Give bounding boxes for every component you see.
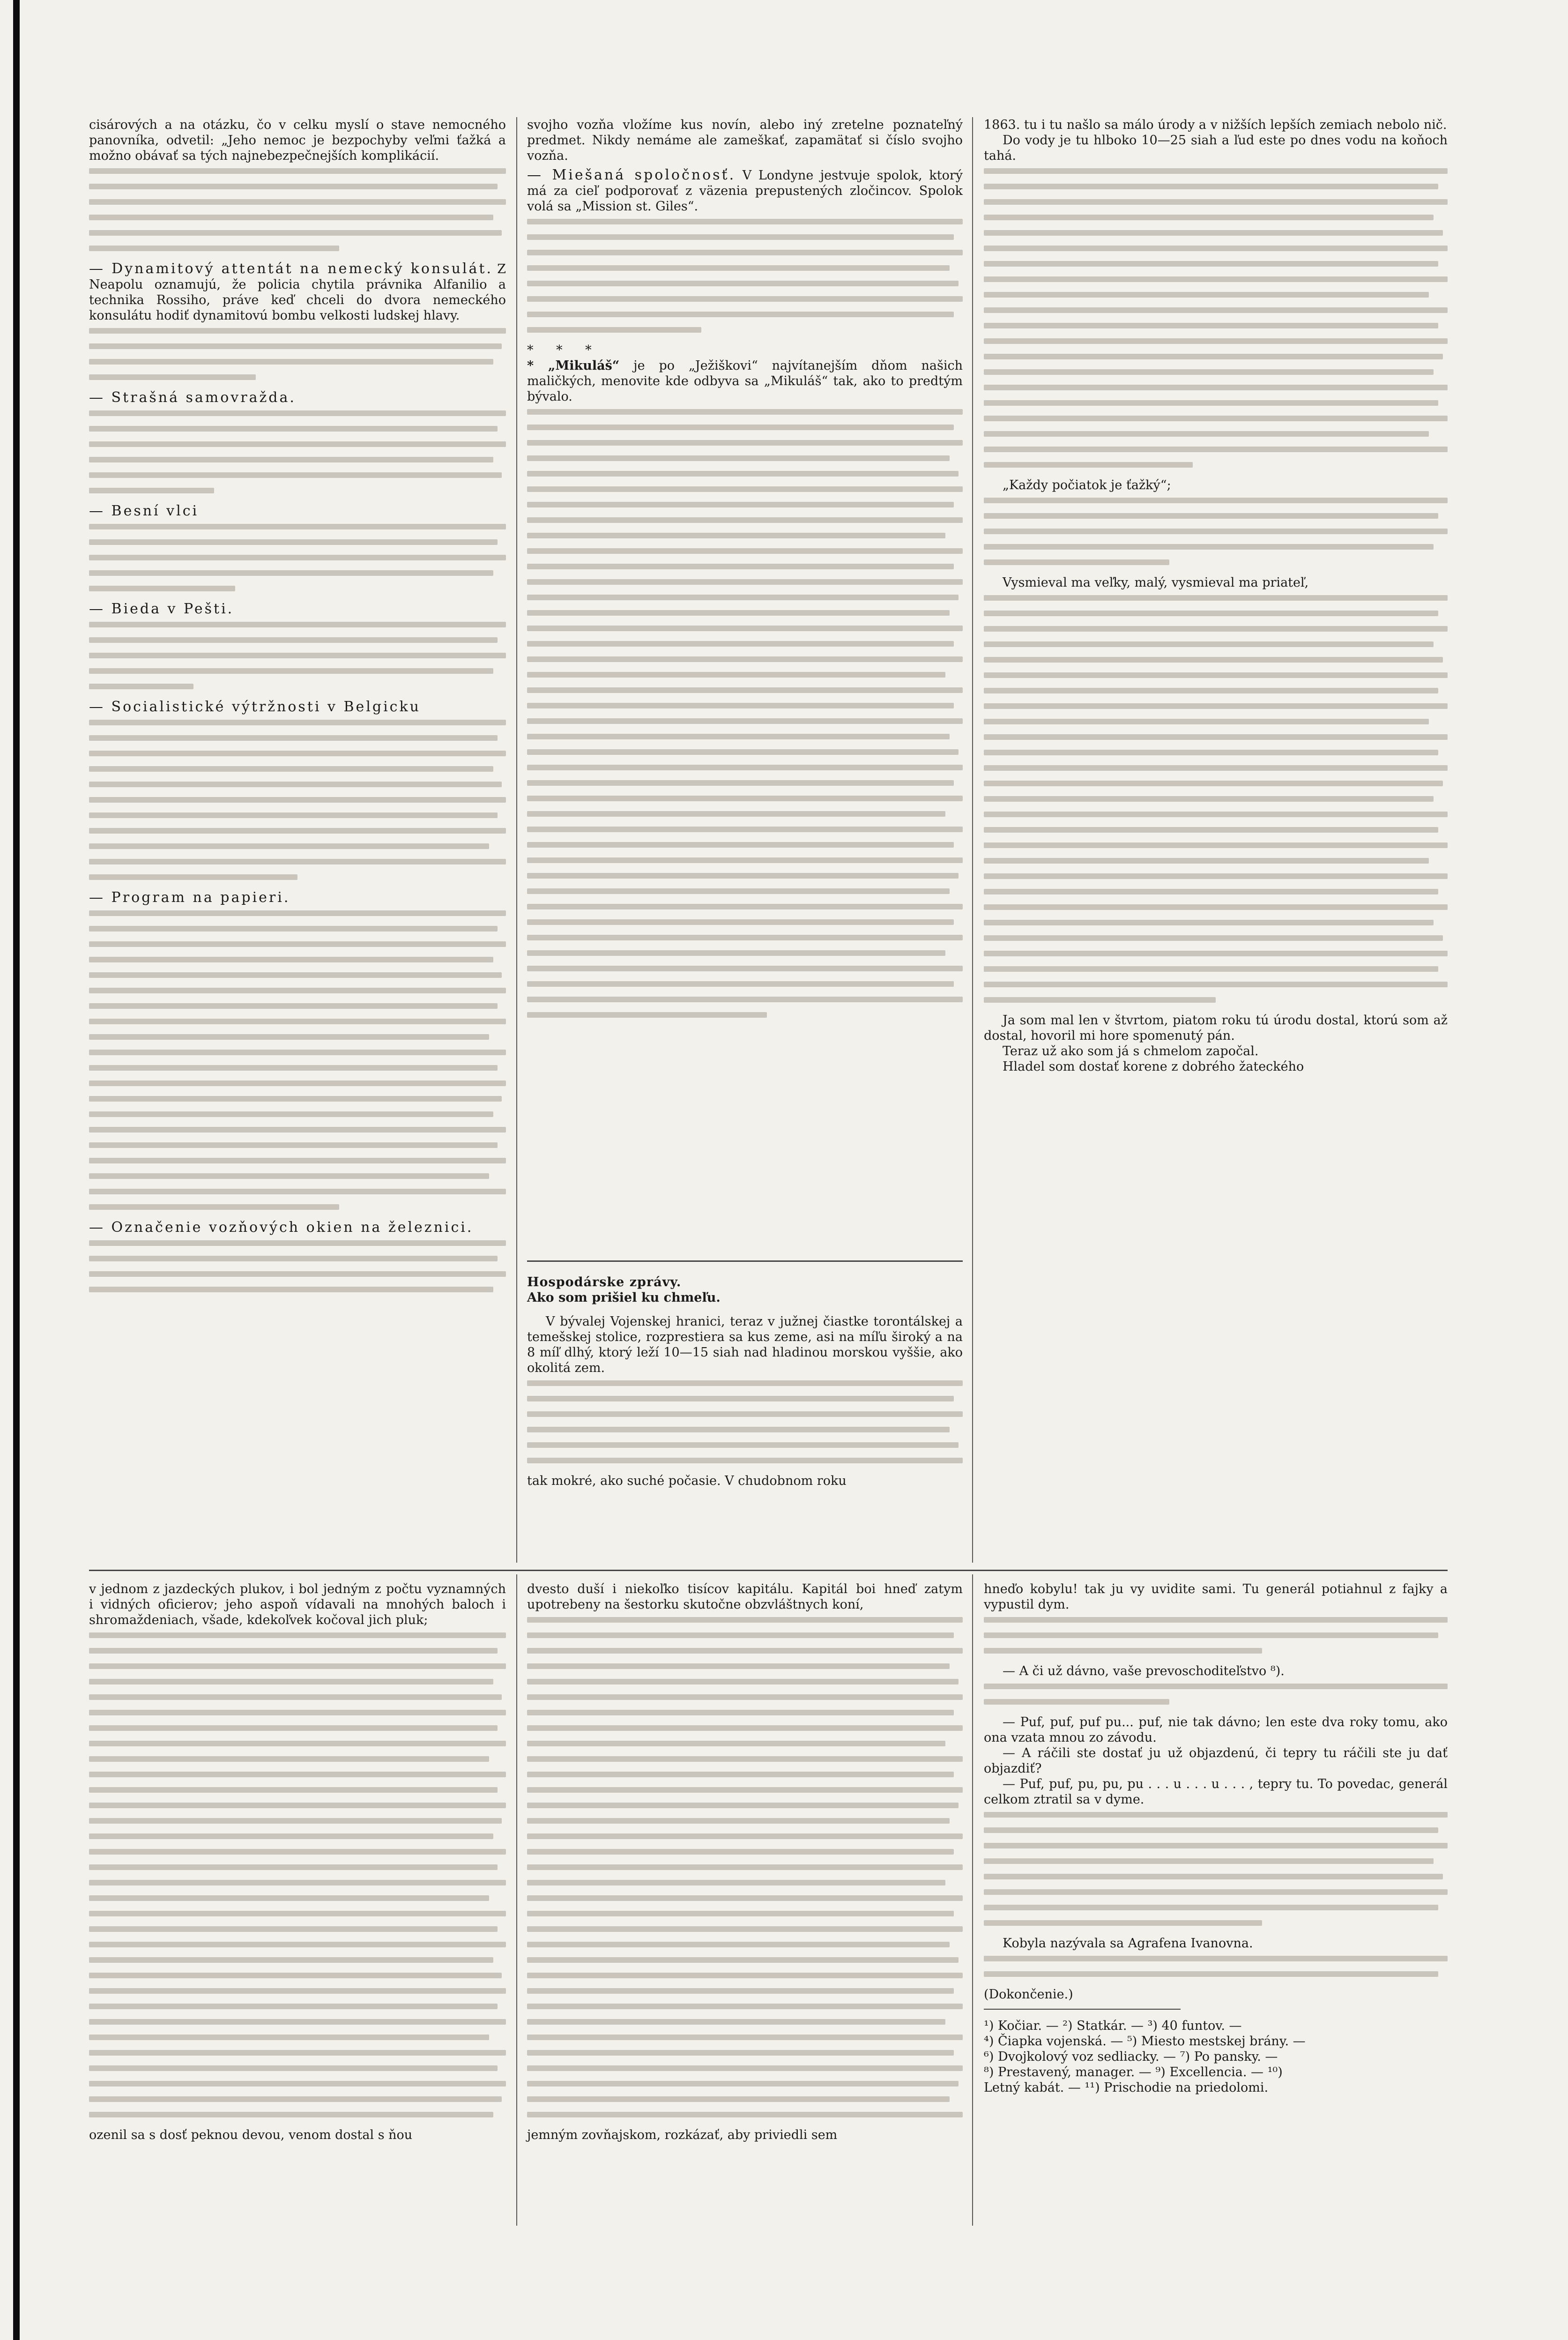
footnotes	[984, 2018, 1448, 2095]
col2-text-block-2	[527, 404, 963, 1018]
dialog-4: — Puf, puf, pu, pu, pu . . . u . . . u . . . , tepry tu. To povedac, generál celkom ztratil sa v dyme.	[984, 1777, 1448, 1807]
column-rule-1	[516, 117, 517, 1563]
col1-text-block-3	[89, 406, 506, 493]
section-title-dynamit: — Dynamitový attentát na nemecký konsulát.	[89, 261, 493, 277]
section-title-samovrazda: — Strašná samovražda.	[89, 389, 296, 406]
dialog-1: — A či už dávno, vaše prevoschoditeľstvo ⁸).	[1003, 1664, 1285, 1678]
footnote-line: Letný kabát. — ¹¹) Prischodie na priedolomi.	[984, 2080, 1269, 2095]
mikulas-title: * „Mikuláš“	[527, 358, 620, 373]
upper-column-1	[89, 117, 506, 1302]
footnote-line: ¹) Kočiar. — ²) Statkár. — ³) 40 funtov. —	[984, 2019, 1242, 2033]
lower-col3-text-block-4	[984, 1951, 1448, 1977]
dialog-2: — Puf, puf, puf pu... puf, nie tak dávno; len este dva roky tomu, ako ona vzata mnou zo závodu.	[984, 1715, 1448, 1745]
lower-col2-text-block	[527, 1612, 963, 2117]
col2-text-block-1	[527, 214, 963, 333]
col1-text-block-7	[89, 906, 506, 1210]
lower-col1-text-block	[89, 1628, 506, 2117]
hosp-lead-end: tak mokré, ako suché počasie. V chudobnom roku	[527, 1474, 847, 1488]
dialog-3: — A ráčili ste dostať ju už objazdenú, či tepry tu ráčili ste ju dať objazdiť?	[984, 1746, 1448, 1776]
column-rule-3	[516, 1574, 517, 2226]
section-title-spolocnost: — Miešaná spoločnosť.	[527, 167, 736, 183]
section-title-oznacenie: — Označenie vozňových okien na železnici.	[89, 1219, 474, 1236]
footnote-line: ⁶) Dvojkolový voz sedliacky. — ⁷) Po pansky. —	[984, 2049, 1278, 2064]
hosp-text-block	[527, 1376, 963, 1463]
lower-col1-opening: v jednom z jazdeckých plukov, i bol jedným z počtu vyznamných i vidných oficierov; jeho aspoň vídavali na mnohých baloch i shromaždeniach, všade, kdekoľvek kočoval jich pluk;	[89, 1582, 506, 1627]
newspaper-page	[89, 117, 1448, 2226]
col3-quote-2: Vysmieval ma veľky, malý, vysmieval ma priateľ,	[1003, 575, 1309, 590]
col3-quote-1: „Každy počiatok je ťažký“;	[1003, 478, 1171, 492]
to-be-continued: (Dokončenie.)	[984, 1987, 1073, 2002]
col1-text-block-6	[89, 715, 506, 880]
footnote-line: ⁴) Čiapka vojenská. — ⁵) Miesto mestskej brány. —	[984, 2034, 1306, 2049]
col3-closing-3: Hladel som dostať korene z dobrého žateckého	[1003, 1059, 1304, 1074]
col3-text-block-3	[984, 590, 1448, 1003]
section-title-bieda: — Bieda v Pešti.	[89, 601, 234, 617]
col3-closing-1: Ja som mal len v štvrtom, piatom roku tú úrodu dostal, ktorú som až dostal, hovoril mi hore spomenutý pán.	[984, 1013, 1448, 1043]
lower-col3-opening: hneďo kobylu! tak ju vy uvidite sami. Tu generál potiahnul z fajky a vypustil dym.	[984, 1582, 1448, 1612]
footnote-rule	[984, 2009, 1181, 2010]
col1-text-block-5	[89, 617, 506, 689]
hosp-section	[527, 1274, 963, 1489]
upper-column-2	[527, 117, 963, 1028]
lower-column-3	[984, 1581, 1448, 2095]
column-rule-4	[972, 1574, 973, 2226]
footnote-line: ⁸) Prestavený, manager. — ⁹) Excellencia. — ¹⁰)	[984, 2065, 1283, 2079]
col3-text-block-2	[984, 493, 1448, 565]
hosp-title: Hospodárske zprávy.	[527, 1275, 682, 1289]
mikulas-text: je po „Ježiškovi“ najvítanejším dňom našich maličkých, menovite kde odbyva sa „Mikuláš“ tak, ako to predtým bývalo.	[527, 358, 963, 404]
section-title-socialisticke: — Socialistické výtržnosti v Belgicku	[89, 699, 421, 715]
col1-text-block-1	[89, 164, 506, 251]
col1-text-block-4	[89, 519, 506, 591]
col3-opening: 1863. tu i tu našlo sa málo úrody a v nižších lepších zemiach nebolo nič.	[984, 118, 1447, 132]
upper-column-3	[984, 117, 1448, 1074]
col1-opening: cisárových a na otázku, čo v celku myslí o stave nemocného panovníka, odvetil: „Jeho nemoc je bezpochyby veľmi ťažká a možno obávať sa tých najnebezpečnejších komplikácií.	[89, 118, 506, 163]
col1-text-block-8	[89, 1236, 506, 1292]
column-rule-2	[972, 117, 973, 1563]
section-title-vlci: — Besní vlci	[89, 503, 199, 519]
section-text-dynamit: Z Neapolu oznamujú, že policia chytila právnika Alfanilio a technika Rossiho, práve keď chceli do dvora nemeckého konsulátu hodiť dynamitovú bombu velkosti ludskej hlavy.	[89, 262, 506, 323]
lower-col2-closing: jemným zovňajskom, rozkázať, aby priviedli sem	[527, 2128, 838, 2142]
hosp-subtitle: Ako som prišiel ku chmeľu.	[527, 1290, 721, 1305]
hosp-lead: V bývalej Vojenskej hranici, teraz v južnej čiastke torontálskej a temešskej stolice, rozprestiera sa kus zeme, asi na míľu široký a na 8 míľ dlhý, ktorý leží 10—15 siah nad hladinou morskou vyššie, ako okolitá zem.	[527, 1314, 963, 1375]
col3-para-1: Do vody je tu hlboko 10—25 siah a ľud este po dnes vodu na koňoch tahá.	[984, 133, 1448, 163]
section-stars: * * *	[527, 343, 601, 358]
col3-text-block-1	[984, 164, 1448, 468]
col3-closing-2: Teraz už ako som já s chmelom započal.	[1003, 1044, 1259, 1058]
lower-column-1	[89, 1581, 506, 2143]
page-horizontal-rule	[89, 1570, 1448, 1571]
lower-col1-closing: ozenil sa s dosť peknou devou, venom dostal s ňou	[89, 2128, 413, 2142]
agrafena-line: Kobyla nazývala sa Agrafena Ivanovna.	[1003, 1936, 1253, 1951]
lower-col3-text-block-3	[984, 1807, 1448, 1926]
col1-section-1	[89, 261, 506, 323]
col2-opening: svojho vozňa vložíme kus novín, alebo iný zretelne poznateľný predmet. Nikdy nemáme ale zameškať, zapamätať si číslo svojho vozňa.	[527, 118, 963, 163]
section-text-spolocnost: V Londyne jestvuje spolok, ktorý má za cieľ podporovať z väzenia prepustených zločincov. Spolok volá sa „Mission st. Giles“.	[527, 168, 963, 214]
lower-column-2	[527, 1581, 963, 2143]
section-title-program: — Program na papieri.	[89, 889, 290, 906]
scan-binding-edge	[13, 0, 20, 2340]
lower-col3-text-block-2	[984, 1679, 1448, 1705]
lower-col3-text-block-1	[984, 1612, 1448, 1654]
lower-col2-opening: dvesto duší i niekoľko tisícov kapitálu. Kapitál boi hneď zatym upotrebeny na šestorku skutočne obzvláštnych koní,	[527, 1582, 963, 1612]
col1-text-block-2	[89, 323, 506, 380]
hosp-top-rule	[527, 1260, 963, 1262]
